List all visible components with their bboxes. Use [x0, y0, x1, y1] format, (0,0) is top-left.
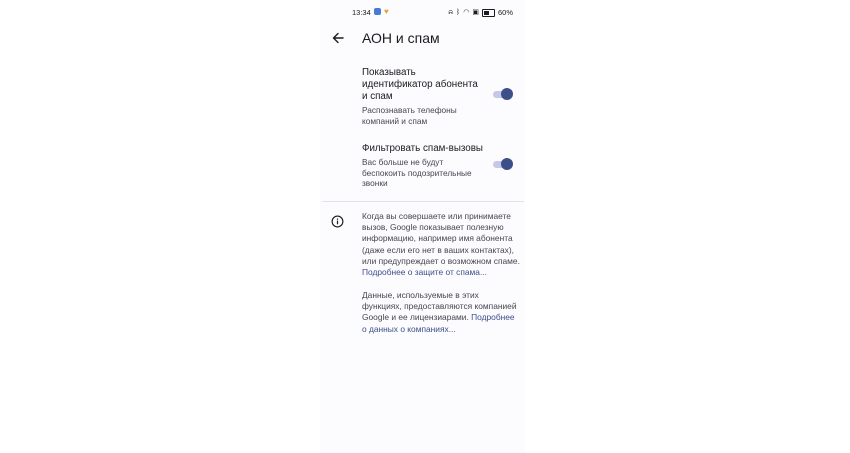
setting-subtitle: Распознавать телефоны компаний и спам [362, 105, 457, 126]
bluetooth-icon: ᛒ [456, 8, 461, 16]
page-title: АОН и спам [362, 30, 440, 46]
toggle-thumb [501, 88, 513, 100]
info-text: Когда вы совершаете или принимаете вызов, Google показывает полезную информацию, например имя абонента (даже если его нет в ваших контактах), или предупреждает о возможном спаме. [362, 211, 520, 266]
status-icons [448, 8, 513, 17]
setting-filter-spam[interactable] [362, 143, 517, 189]
app-bar [320, 28, 525, 50]
setting-title: Фильтровать спам-вызовы [362, 143, 483, 154]
status-time: 13:34 [352, 8, 371, 17]
setting-show-caller-id[interactable] [362, 67, 517, 126]
learn-more-spam-link[interactable]: Подробнее о защите от спама... [362, 267, 487, 278]
learn-more-data-link[interactable]: Подробнее о данных о компаниях... [362, 312, 515, 334]
info-icon [331, 215, 344, 228]
setting-title: Показывать идентификатор абонента и спам [362, 67, 478, 102]
app-notification-icon [374, 8, 381, 15]
status-bar [320, 7, 525, 19]
phone-screen [320, 0, 525, 453]
toggle-thumb [501, 158, 513, 170]
wifi-icon: ◠ [463, 8, 470, 16]
arrow-left-icon [330, 30, 346, 46]
divider [322, 201, 524, 202]
info-text: Данные, используемые в этих функциях, предоставляются компанией Google и ее лицензиарами. [362, 290, 517, 323]
battery-icon [482, 9, 495, 17]
info-paragraph-2 [362, 290, 520, 335]
nfc-icon: ▣ [472, 8, 479, 16]
info-paragraph-1 [362, 211, 520, 278]
setting-subtitle: Вас больше не будут беспокоить подозрительные звонки [362, 157, 472, 188]
dnd-icon: ⍾ [448, 8, 454, 16]
caller-id-toggle[interactable] [493, 88, 513, 100]
heart-icon: ♥ [384, 7, 389, 16]
battery-percent: 60% [497, 8, 513, 17]
filter-spam-toggle[interactable] [493, 158, 513, 170]
back-button[interactable] [330, 30, 346, 46]
